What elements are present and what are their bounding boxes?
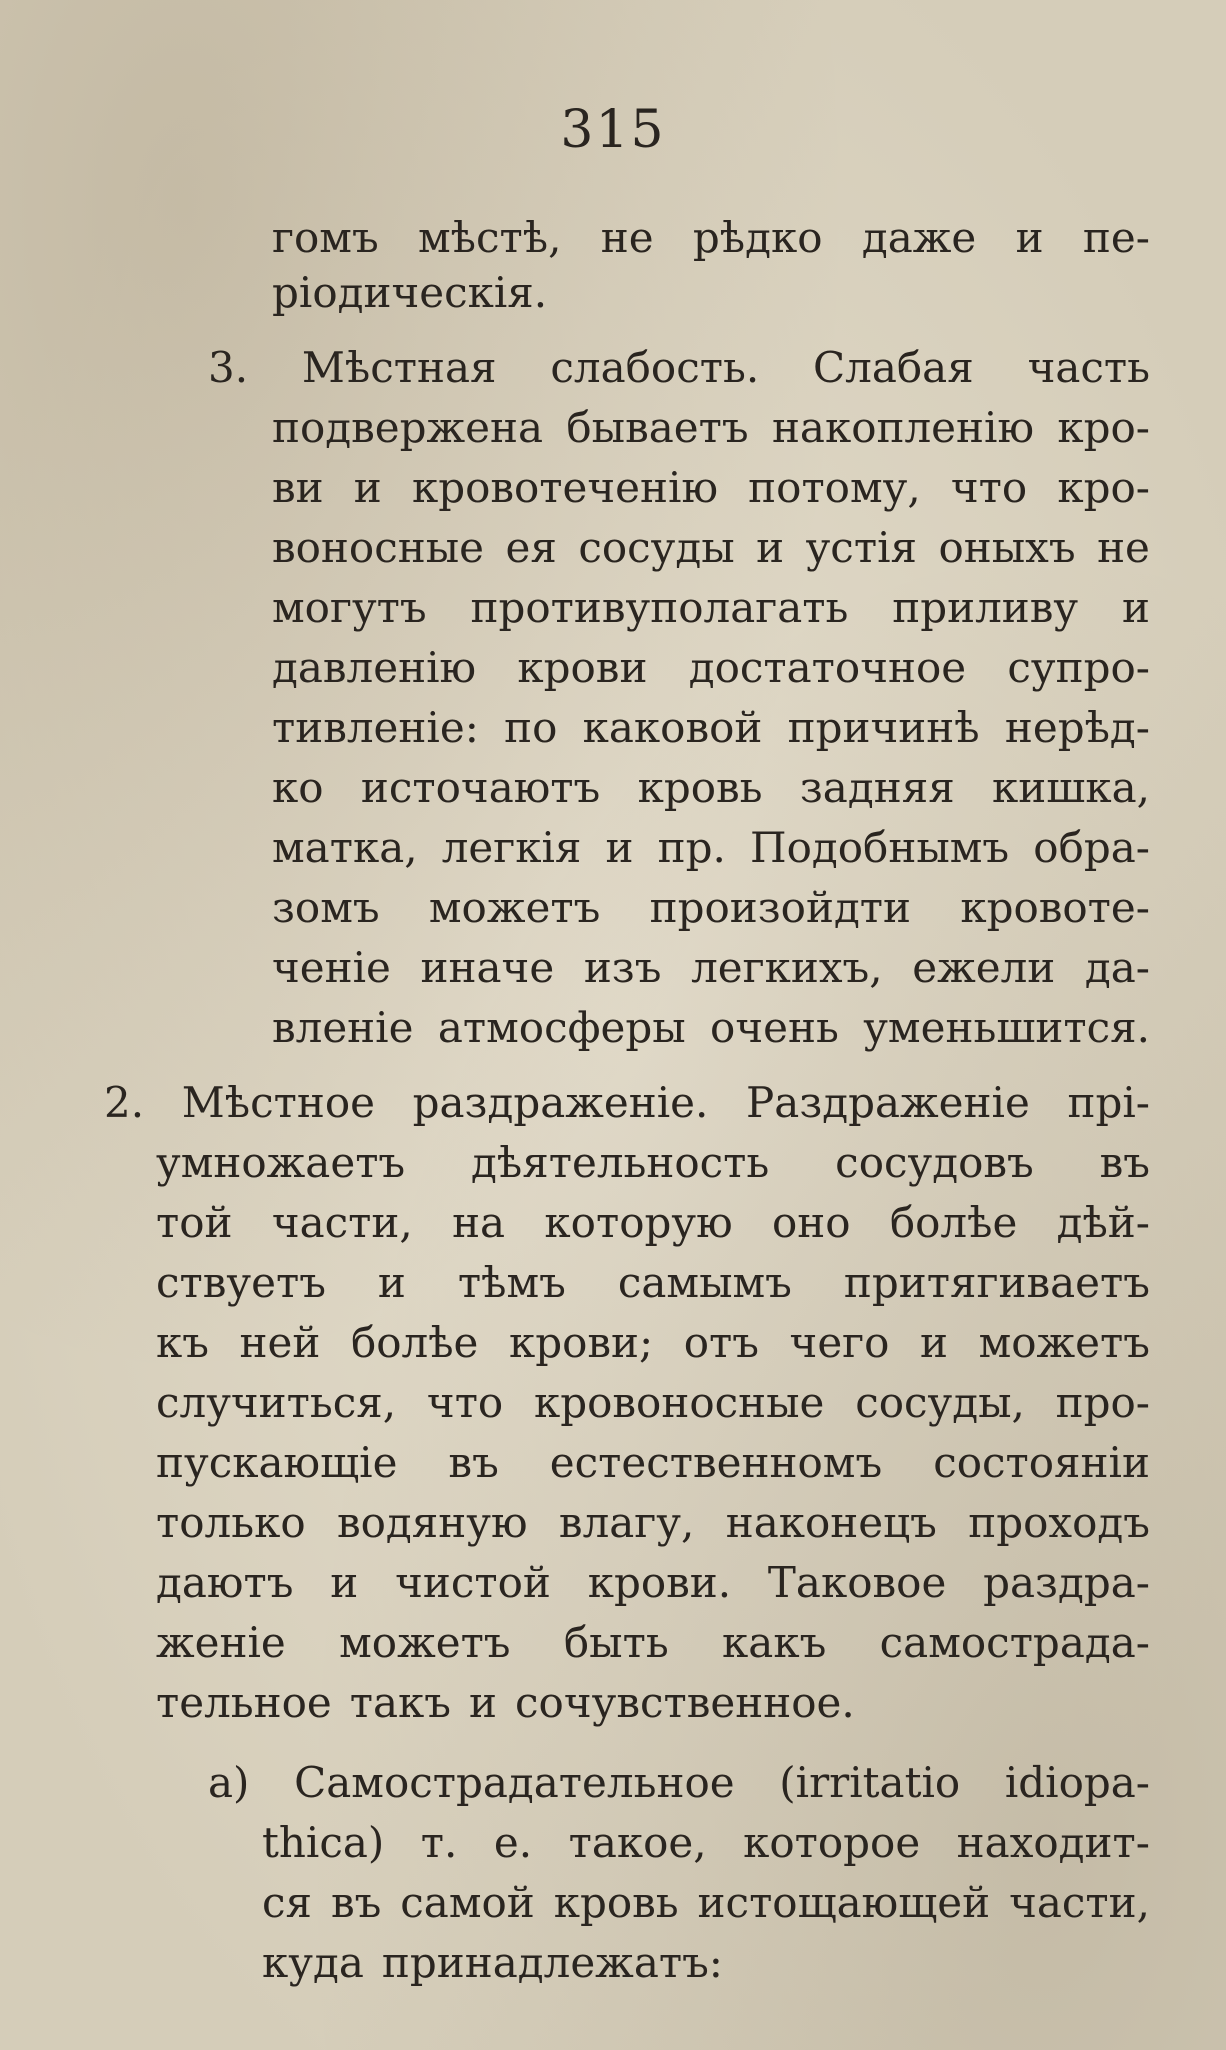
word: что xyxy=(426,1378,504,1427)
word: и xyxy=(353,463,382,512)
text-line xyxy=(272,760,1150,816)
word: слабость. xyxy=(550,343,760,392)
word: Подобнымъ xyxy=(750,823,1010,872)
word: противуполагать xyxy=(470,583,849,632)
word: изъ xyxy=(583,943,662,992)
word: т. xyxy=(420,1818,458,1867)
word: ежели xyxy=(912,943,1056,992)
word: зомъ xyxy=(272,883,380,932)
word: не xyxy=(1097,523,1150,572)
word: естественномъ xyxy=(549,1438,883,1487)
word: оныхъ xyxy=(938,523,1076,572)
text-line xyxy=(272,820,1150,876)
text-line xyxy=(272,940,1150,996)
word: которое xyxy=(743,1818,921,1867)
word: въ xyxy=(330,1878,382,1927)
word: и xyxy=(756,523,785,572)
word: отъ xyxy=(683,1318,759,1367)
word: такъ xyxy=(349,1678,452,1727)
word: устія xyxy=(805,523,917,572)
word: Самострадательное xyxy=(294,1758,735,1807)
text-line xyxy=(156,1135,1150,1191)
text-line xyxy=(208,340,1150,396)
word: мѣстѣ, xyxy=(418,213,562,262)
word: сосудовъ xyxy=(835,1138,1034,1187)
word: даже xyxy=(861,213,977,262)
word: тивленіе: xyxy=(272,703,479,752)
word: проходъ xyxy=(968,1498,1150,1547)
word: ко xyxy=(272,763,324,812)
text-line xyxy=(272,1000,1150,1056)
word: кро- xyxy=(1057,463,1150,512)
word: въ xyxy=(448,1438,499,1487)
word: 3. xyxy=(208,343,249,392)
word: въ xyxy=(1099,1138,1150,1187)
word: 2. xyxy=(104,1078,145,1127)
word: a) xyxy=(208,1758,250,1807)
word: крови. xyxy=(587,1558,732,1607)
word: крови; xyxy=(508,1318,654,1367)
text-line xyxy=(262,1875,1150,1931)
word: ней xyxy=(239,1318,321,1367)
word: сосуды xyxy=(578,523,735,572)
word: крови xyxy=(517,643,648,692)
word: водяную xyxy=(336,1498,528,1547)
word: thica) xyxy=(262,1818,385,1867)
word: и xyxy=(1015,213,1044,262)
word: произойдти xyxy=(649,883,912,932)
word: только xyxy=(156,1498,306,1547)
word: оно xyxy=(771,1198,851,1247)
word: можетъ xyxy=(428,883,601,932)
word: той xyxy=(156,1198,233,1247)
word: чего xyxy=(789,1318,890,1367)
word: обра- xyxy=(1033,823,1150,872)
text-line xyxy=(156,1675,1150,1731)
word: могутъ xyxy=(272,583,427,632)
word: иначе xyxy=(420,943,555,992)
word: и xyxy=(469,1678,498,1727)
word: раздраженіе. xyxy=(412,1078,709,1127)
word: можетъ xyxy=(978,1318,1150,1367)
word: сосуды, xyxy=(855,1378,1025,1427)
word: Мѣстное xyxy=(181,1078,375,1127)
word: болѣе xyxy=(350,1318,479,1367)
word: истощающей xyxy=(697,1878,991,1927)
word: самымъ xyxy=(617,1258,792,1307)
word: случиться, xyxy=(156,1378,397,1427)
word: такое, xyxy=(568,1818,707,1867)
word: матка, xyxy=(272,823,418,872)
text-line xyxy=(272,700,1150,756)
word: самострада- xyxy=(879,1618,1150,1667)
word: Таковое xyxy=(767,1558,947,1607)
word: пускающіе xyxy=(156,1438,398,1487)
word: дѣй- xyxy=(1056,1198,1150,1247)
text-line xyxy=(272,210,1150,266)
word: гомъ xyxy=(272,213,379,262)
word: состояніи xyxy=(933,1438,1150,1487)
word: на xyxy=(452,1198,506,1247)
text-line xyxy=(262,1935,1150,1991)
word: умножаетъ xyxy=(156,1138,406,1187)
word: кровоте- xyxy=(960,883,1150,932)
text-line xyxy=(156,1315,1150,1371)
text-line xyxy=(156,1195,1150,1251)
word: накопленію xyxy=(771,403,1035,452)
word: воносные xyxy=(272,523,485,572)
word: (irritatio xyxy=(779,1758,961,1807)
word: какъ xyxy=(722,1618,827,1667)
word: достаточное xyxy=(688,643,967,692)
word: давленію xyxy=(272,643,477,692)
word: дѣятельность xyxy=(471,1138,770,1187)
word: кровь xyxy=(553,1878,679,1927)
word: прі- xyxy=(1067,1078,1150,1127)
word: и xyxy=(920,1318,949,1367)
word: уменьшится. xyxy=(863,1003,1150,1052)
word: раздра- xyxy=(983,1558,1150,1607)
word: Мѣстная xyxy=(301,343,497,392)
word: легкія xyxy=(441,823,582,872)
word: ви xyxy=(272,463,324,512)
text-line xyxy=(156,1555,1150,1611)
word: по xyxy=(504,703,558,752)
word: куда xyxy=(262,1938,364,1987)
word: влагу, xyxy=(558,1498,695,1547)
word: которую xyxy=(544,1198,733,1247)
word: Слабая xyxy=(813,343,974,392)
text-line xyxy=(272,880,1150,936)
word: чистой xyxy=(395,1558,551,1607)
word: части, xyxy=(271,1198,413,1247)
word: вленіе xyxy=(272,1003,414,1052)
word: наконецъ xyxy=(725,1498,937,1547)
text-line xyxy=(156,1375,1150,1431)
word: про- xyxy=(1055,1378,1150,1427)
word: къ xyxy=(156,1318,209,1367)
word: тельное xyxy=(156,1678,332,1727)
word: кро- xyxy=(1057,403,1150,452)
page-number: 315 xyxy=(560,100,666,160)
word: кровь xyxy=(637,763,763,812)
word: Раздраженіе xyxy=(746,1078,1030,1127)
word: можетъ xyxy=(339,1618,511,1667)
word: женіе xyxy=(156,1618,286,1667)
word: е. xyxy=(493,1818,533,1867)
word: части, xyxy=(1009,1878,1150,1927)
text-line xyxy=(156,1495,1150,1551)
word: кровотеченію xyxy=(411,463,719,512)
word: легкихъ, xyxy=(691,943,883,992)
text-line xyxy=(272,640,1150,696)
word: и xyxy=(330,1558,359,1607)
word: приливу xyxy=(892,583,1079,632)
word: быть xyxy=(563,1618,669,1667)
word: пр. xyxy=(657,823,726,872)
text-line xyxy=(272,580,1150,636)
word: очень xyxy=(710,1003,839,1052)
word: сочувственное. xyxy=(515,1678,855,1727)
word: не xyxy=(600,213,654,262)
word: пе- xyxy=(1082,213,1150,262)
word: принадлежатъ: xyxy=(381,1938,723,1987)
word: ся xyxy=(262,1878,313,1927)
text-line xyxy=(208,1755,1150,1811)
word: даютъ xyxy=(156,1558,294,1607)
text-line xyxy=(272,460,1150,516)
text-line xyxy=(272,400,1150,456)
text-line xyxy=(262,1815,1150,1871)
text-line xyxy=(156,1435,1150,1491)
word: атмосферы xyxy=(437,1003,686,1052)
word: самой xyxy=(400,1878,535,1927)
word: кишка, xyxy=(992,763,1150,812)
word: болѣе xyxy=(889,1198,1018,1247)
text-line xyxy=(272,265,1150,321)
text-line xyxy=(156,1615,1150,1671)
word: рѣдко xyxy=(692,213,823,262)
word: ченіе xyxy=(272,943,391,992)
word: ствуетъ xyxy=(156,1258,326,1307)
word: и xyxy=(1121,583,1150,632)
word: бываетъ xyxy=(566,403,749,452)
word: кровоносные xyxy=(533,1378,825,1427)
word: и xyxy=(377,1258,406,1307)
word: причинѣ xyxy=(787,703,980,752)
text-line xyxy=(104,1075,1150,1131)
word: потому, xyxy=(748,463,921,512)
text-line xyxy=(272,520,1150,576)
word: ея xyxy=(505,523,557,572)
word: да- xyxy=(1084,943,1150,992)
word: притягиваетъ xyxy=(843,1258,1150,1307)
word: находит- xyxy=(956,1818,1150,1867)
word: каковой xyxy=(582,703,763,752)
word: супро- xyxy=(1007,643,1150,692)
word: idiopa- xyxy=(1004,1758,1150,1807)
text-line xyxy=(156,1255,1150,1311)
word: подвержена xyxy=(272,403,544,452)
word: и xyxy=(605,823,634,872)
word: источаютъ xyxy=(360,763,601,812)
word: задняя xyxy=(799,763,955,812)
word: тѣмъ xyxy=(457,1258,566,1307)
word: ріодическія. xyxy=(272,268,548,317)
word: что xyxy=(950,463,1028,512)
word: нерѣд- xyxy=(1004,703,1150,752)
word: часть xyxy=(1027,343,1150,392)
